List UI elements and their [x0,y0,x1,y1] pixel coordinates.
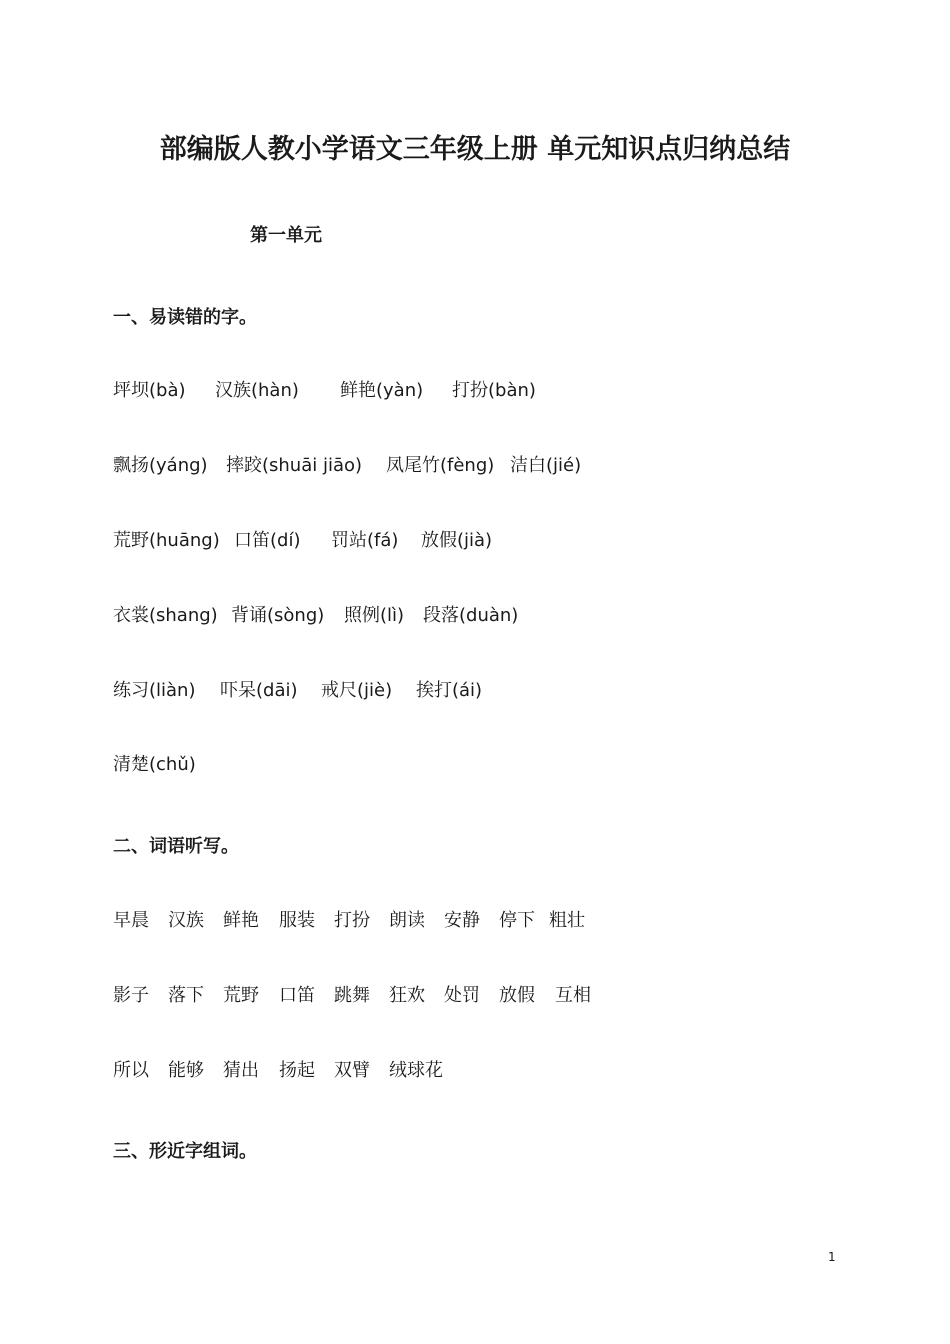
pinyin-word: 洁白(jié) [510,455,582,476]
section-heading-2: 二、词语听写。 [113,836,239,857]
pinyin-word: 吓呆(dāi) [220,680,298,701]
vocab-word: 跳舞 [334,985,370,1006]
pinyin-word: 摔跤(shuāi jiāo) [226,455,363,476]
vocab-word: 能够 [168,1060,204,1081]
vocab-word: 影子 [113,985,149,1006]
unit-title: 第一单元 [250,225,322,246]
vocab-word: 双臂 [334,1060,370,1081]
pinyin-word: 坪坝(bà) [113,380,186,401]
vocab-word: 早晨 [113,910,149,931]
pinyin-word: 练习(liàn) [113,680,196,701]
vocab-word: 汉族 [168,910,204,931]
section-heading-1: 一、易读错的字。 [113,307,257,328]
pinyin-word: 照例(lì) [344,605,405,626]
page-number: 1 [828,1250,836,1264]
pinyin-word: 鲜艳(yàn) [340,380,424,401]
vocab-word: 狂欢 [389,985,425,1006]
pinyin-word: 清楚(chǔ) [113,754,196,775]
vocab-word: 放假 [499,985,535,1006]
pinyin-word: 飘扬(yáng) [113,455,208,476]
vocab-word: 服装 [279,910,315,931]
pinyin-word: 口笛(dí) [234,530,301,551]
pinyin-word: 段落(duàn) [423,605,519,626]
pinyin-word: 戒尺(jiè) [321,680,393,701]
pinyin-word: 汉族(hàn) [215,380,299,401]
vocab-word: 荒野 [223,985,259,1006]
pinyin-word: 荒野(huāng) [113,530,220,551]
vocab-word: 口笛 [279,985,315,1006]
vocab-word: 朗读 [389,910,425,931]
vocab-word: 粗壮 [549,910,585,931]
pinyin-word: 放假(jià) [421,530,493,551]
pinyin-word: 打扮(bàn) [452,380,536,401]
vocab-word: 鲜艳 [223,910,259,931]
section-heading-3: 三、形近字组词。 [113,1141,257,1162]
pinyin-word: 凤尾竹(fèng) [386,455,495,476]
vocab-word: 处罚 [444,985,480,1006]
vocab-word: 打扮 [334,910,370,931]
vocab-word: 互相 [555,985,591,1006]
vocab-word: 扬起 [279,1060,315,1081]
pinyin-word: 挨打(ái) [416,680,483,701]
pinyin-word: 罚站(fá) [331,530,399,551]
vocab-word: 猜出 [223,1060,259,1081]
pinyin-word: 衣裳(shang) [113,605,218,626]
pinyin-word: 背诵(sòng) [231,605,325,626]
document-title: 部编版人教小学语文三年级上册 单元知识点归纳总结 [159,134,791,165]
vocab-word: 所以 [113,1060,149,1081]
vocab-word: 停下 [499,910,535,931]
vocab-word: 绒球花 [389,1060,443,1081]
vocab-word: 安静 [444,910,480,931]
vocab-word: 落下 [168,985,204,1006]
